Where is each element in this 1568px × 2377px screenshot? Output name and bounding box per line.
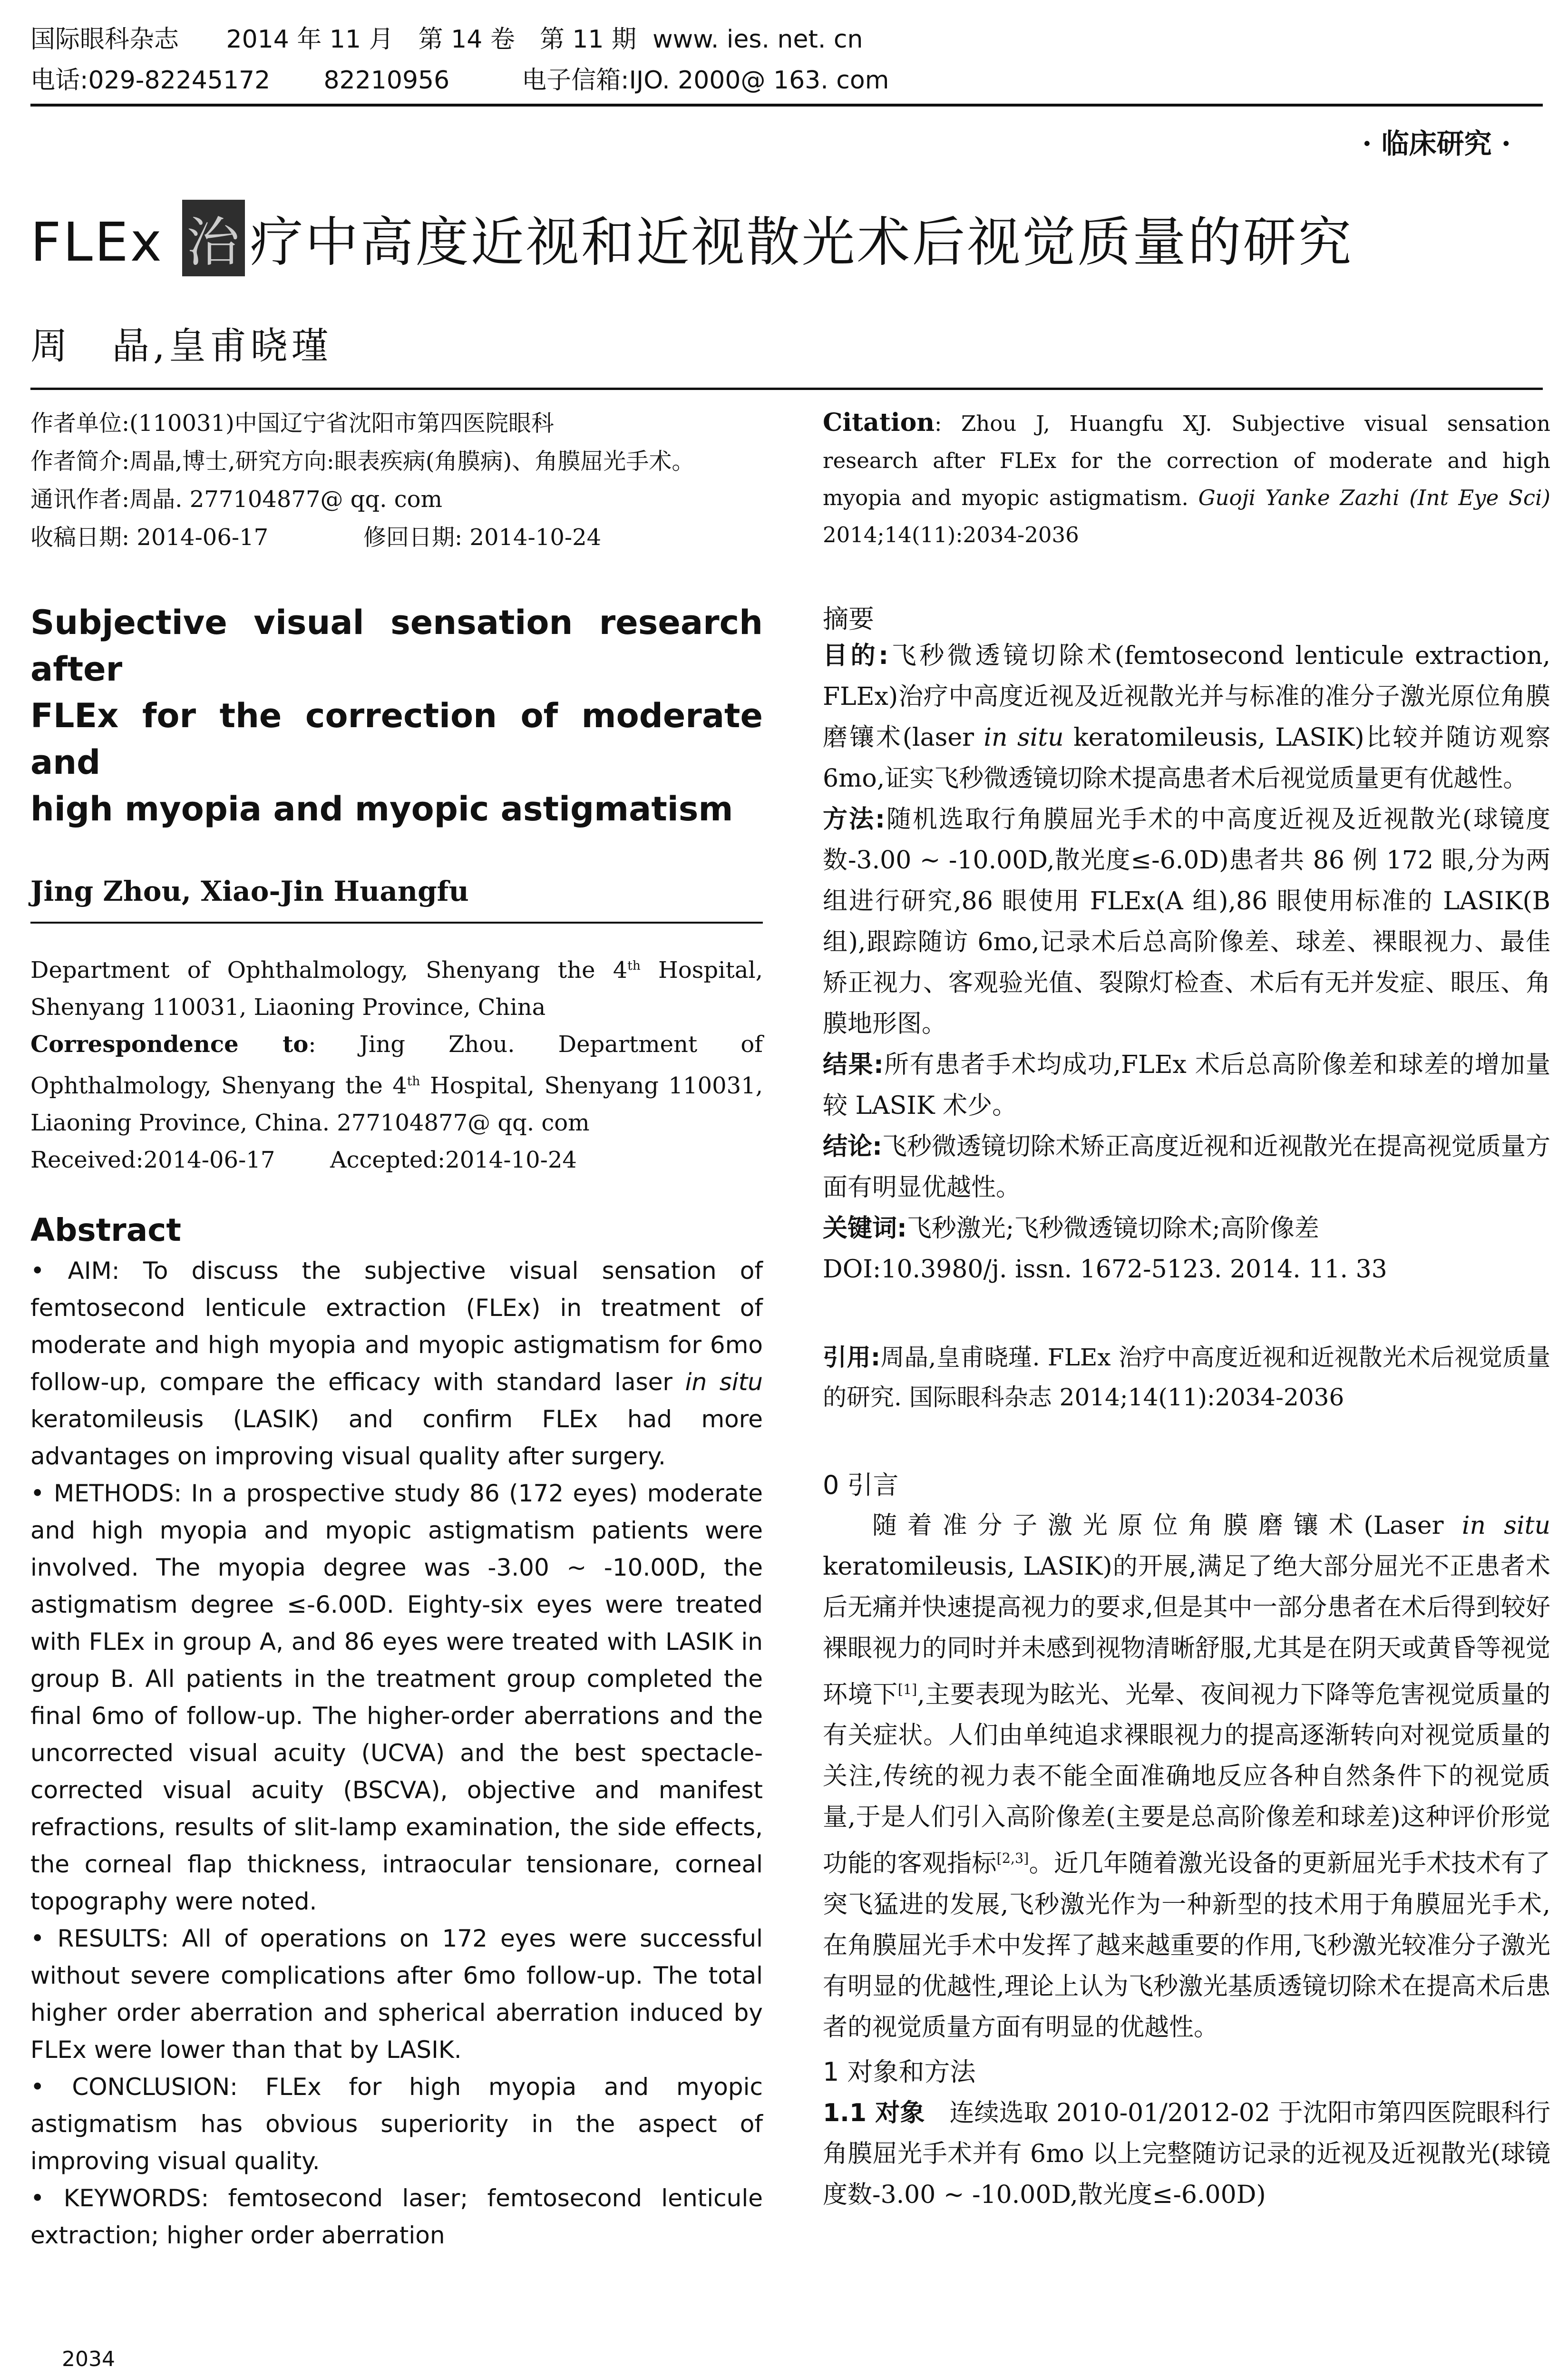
results-text: : All of operations on 172 eyes were successful without severe complications after 6mo follow-up. The total higher order aberration and spherical aberration induced by FLEx were lower than that by LASIK. — [30, 1925, 763, 2064]
citation-journal: Guoji Yanke Zazhi (Int Eye Sci) — [1198, 485, 1550, 510]
methods-label: • METHODS — [30, 1480, 174, 1507]
author-bio: 作者简介:周晶,博士,研究方向:眼表疾病(角膜病)、角膜屈光手术。 — [30, 448, 695, 475]
citation-end: 2014;14(11):2034-2036 — [823, 522, 1079, 547]
zhaiyao-results-label: 结果: — [823, 1051, 884, 1079]
abstract-keywords — [30, 2180, 763, 2254]
reference-marker: [2,3] — [996, 1850, 1029, 1867]
affiliation — [30, 947, 763, 1179]
english-title — [30, 599, 763, 832]
zhaiyao-keywords — [823, 1208, 1550, 1249]
methods-paragraph-text: 连续选取 2010-01/2012-02 于沈阳市第四医院眼科行角膜屈光手术并有 6mo 以上完整随访记录的近视及近视散光(球镜度数-3.00 ~ -10.00D,散光度≤-6.00D) — [823, 2098, 1550, 2209]
intro-heading: 0 引言 — [823, 1470, 899, 1500]
section-tag: · 临床研究 · — [1362, 127, 1511, 160]
keywords-text: : femtosecond laser; femtosecond lenticule extraction; higher order aberration — [30, 2184, 763, 2249]
zhaiyao-keywords-text: 飞秒激光;飞秒微透镜切除术;高阶像差 — [906, 1214, 1319, 1243]
zhaiyao-conclusion-label: 结论: — [823, 1132, 882, 1161]
english-title-line: Subjective visual sensation research after — [30, 603, 763, 689]
aim-text: : To discuss the subjective visual sensation of femtosecond lenticule extraction (FLEx) in treatment of moderate and high myopia and myopic astigmatism for 6mo follow-up, compare the efficacy with standard laser — [30, 1257, 763, 1396]
citation-text: : Zhou J, Huangfu XJ. Subjective visual sensation research after FLEx for the correction of moderate and high myopia and myopic astigmatism. — [823, 411, 1550, 510]
department — [30, 947, 763, 1026]
department-text-end: Hospital, Shenyang 110031, Liaoning Province, China — [30, 957, 763, 1021]
english-authors: Jing Zhou, Xiao-Jin Huangfu — [30, 875, 469, 907]
intro-text-d: 。近几年随着激光设备的更新屈光手术技术有了突飞猛进的发展,飞秒激光作为一种新型的技术用于角膜屈光手术,在角膜屈光手术中发挥了越来越重要的作用,飞秒激光较准分子激光有明显的优越性,理论上认为飞秒激光基质透镜切除术在提高术后患者的视觉质量方面有明显的优越性。 — [823, 1849, 1550, 2042]
accepted-date-en: Accepted:2014-10-24 — [330, 1147, 577, 1173]
intro-text-c: ,主要表现为眩光、光晕、夜间视力下降等危害视觉质量的有关症状。人们由单纯追求裸眼视力的提高逐渐转向对视觉质量的关注,传统的视力表不能全面准确地反应各种自然条件下的视觉质量,于是人们引入高阶像差(主要是总高阶像差和球差)这种评价形觉功能的客观指标 — [823, 1680, 1550, 1878]
english-title-line: FLEx for the correction of moderate and — [30, 696, 763, 782]
header-rule — [30, 104, 1543, 107]
dates-en — [30, 1141, 763, 1179]
zhaiyao-results — [823, 1044, 1550, 1126]
results-label: • RESULTS — [30, 1925, 161, 1952]
citation-label: Citation — [823, 408, 935, 437]
received-date-en: Received:2014-06-17 — [30, 1147, 275, 1173]
zhaiyao-heading: 摘要 — [823, 604, 874, 634]
issue-info: 2014 年 11 月 第 14 卷 第 11 期 — [226, 25, 637, 54]
ordinal-sup: th — [627, 958, 641, 973]
journal-email: 电子信箱:IJO. 2000@ 163. com — [522, 66, 889, 95]
title-rule — [30, 388, 1543, 390]
received-date-cn: 收稿日期: 2014-06-17 — [30, 524, 269, 551]
dates-cn — [30, 518, 763, 556]
title-rest: 疗中高度近视和近视散光术后视觉质量的研究 — [250, 212, 1354, 273]
zhaiyao-methods — [823, 799, 1550, 1044]
zhaiyao-keywords-label: 关键词: — [823, 1214, 907, 1243]
title-prefix: FLEx — [30, 212, 164, 273]
zhaiyao-aim-italic: in situ — [984, 723, 1064, 752]
aim-label: • AIM — [30, 1257, 112, 1285]
citation-cn-label: 引用: — [823, 1344, 880, 1371]
department-text: Department of Ophthalmology, Shenyang the 4 — [30, 957, 628, 984]
ordinal-sup: th — [407, 1074, 420, 1089]
journal-phone-2: 82210956 — [323, 66, 450, 95]
corresponding-author: 通讯作者:周晶. 277104877@ qq. com — [30, 486, 443, 513]
right-column — [823, 404, 1550, 2215]
correspondence — [30, 1026, 763, 1141]
correspondence-text: : Jing Zhou. Department of Ophthalmology, Shenyang the 4 — [30, 1031, 763, 1099]
abstract-methods — [30, 1475, 763, 1920]
zhaiyao-body — [823, 635, 1550, 1290]
journal-website: www. ies. net. cn — [653, 25, 863, 54]
page-number: 2034 — [62, 2347, 115, 2371]
methods-heading: 1 对象和方法 — [823, 2056, 976, 2087]
conclusion-label: • CONCLUSION — [30, 2073, 230, 2101]
correspondence-label: Correspondence to — [30, 1031, 309, 1058]
abstract-conclusion — [30, 2068, 763, 2180]
zhaiyao-aim-label: 目的: — [823, 642, 889, 670]
author-names-cn: 周 晶,皇甫晓瑾 — [30, 325, 332, 368]
zhaiyao-results-text: 所有患者手术均成功,FLEx 术后总高阶像差和球差的增加量较 LASIK 术少。 — [823, 1051, 1550, 1120]
english-title-line: high myopia and myopic astigmatism — [30, 789, 733, 828]
abstract-results — [30, 1920, 763, 2068]
header-row-1 — [30, 19, 1543, 60]
zhaiyao-conclusion — [823, 1126, 1550, 1208]
abstract-aim — [30, 1252, 763, 1475]
aim-italic: in situ — [685, 1368, 763, 1396]
zhaiyao-aim-text: 飞秒微透镜切除术(femtosecond lenticule extraction, FLEx)治疗中高度近视及近视散光并与标准的准分子激光原位角膜磨镶术(laser — [823, 642, 1550, 752]
correspondence-text-end: Hospital, Shenyang 110031, Liaoning Province, China. 277104877@ qq. com — [30, 1072, 763, 1136]
zhaiyao-conclusion-text: 飞秒微透镜切除术矫正高度近视和近视散光在提高视觉质量方面有明显优越性。 — [823, 1132, 1550, 1202]
doi: DOI:10.3980/j. issn. 1672-5123. 2014. 11. 33 — [823, 1255, 1387, 1284]
citation-cn-text: 周晶,皇甫晓瑾. FLEx 治疗中高度近视和近视散光术后视觉质量的研究. 国际眼科杂志 2014;14(11):2034-2036 — [823, 1344, 1550, 1411]
intro-italic: in situ — [1461, 1511, 1550, 1540]
obscured-character: 治 — [182, 200, 245, 276]
running-header — [30, 19, 1543, 101]
author-unit: 作者单位:(110031)中国辽宁省沈阳市第四医院眼科 — [30, 410, 554, 437]
citation-cn — [823, 1337, 1550, 1417]
article-title — [30, 200, 1353, 276]
aim-text-end: keratomileusis (LASIK) and confirm FLEx had more advantages on improving visual quality after surgery. — [30, 1405, 763, 1470]
intro-text-b: keratomileusis, LASIK)的开展,满足了绝大部分屈光不正患者术后无痛并快速提高视力的要求,但是其中一部分患者在术后得到较好裸眼视力的同时并未感到视物清晰舒服,尤其是在阴天或黄昏等视觉环境下 — [823, 1552, 1550, 1709]
reference-marker: [1] — [897, 1681, 917, 1697]
intro-paragraph — [823, 1505, 1550, 2048]
zhaiyao-aim-end: keratomileusis, LASIK)比较并随访观察 6mo,证实飞秒微透镜切除术提高患者术后视觉质量更有优越性。 — [823, 723, 1550, 793]
author-meta — [30, 404, 763, 556]
abstract-body — [30, 1252, 763, 2254]
conclusion-text: : FLEx for high myopia and myopic astigmatism has obvious superiority in the aspect of improving visual quality. — [30, 2073, 763, 2175]
intro-text-a: 随着准分子激光原位角膜磨镶术(Laser — [872, 1511, 1462, 1540]
journal-phone: 电话:029-82245172 — [30, 66, 271, 95]
methods-text: : In a prospective study 86 (172 eyes) moderate and high myopia and myopic astigmatism patients were involved. The myopia degree was -3.00 ~ -10.00D, the astigmatism degree ≤-6.00D. Eighty-six eyes were treated with FLEx in group A, and 86 eyes were treated with LASIK in group B. All patients in the treatment group completed the final 6mo of follow-up. The higher-order aberrations and the uncorrected visual acuity (UCVA) and the best spectacle-corrected visual acuity (BSCVA), objective and manifest refractions, results of slit-lamp examination, the side effects, the corneal flap thickness, intraocular tensionare, corneal topography were noted. — [30, 1480, 763, 1915]
subsection-label: 1.1 对象 — [823, 2098, 925, 2127]
citation-en — [823, 404, 1550, 554]
keywords-label: • KEYWORDS — [30, 2184, 201, 2212]
zhaiyao-methods-label: 方法: — [823, 805, 885, 834]
left-column — [30, 404, 763, 2254]
zhaiyao-methods-text: 随机选取行角膜屈光手术的中高度近视及近视散光(球镜度数-3.00 ~ -10.00D,散光度≤-6.0D)患者共 86 例 172 眼,分为两组进行研究,86 眼使用 FLEx(A 组),86 眼使用标准的 LASIK(B 组),跟踪随访 6mo,记录术后总高阶像差、球差、裸眼视力、最佳矫正视力、客观验光值、裂隙灯检查、术后有无并发症、眼压、角膜地形图。 — [823, 805, 1551, 1038]
revised-date-cn: 修回日期: 2014-10-24 — [363, 524, 602, 551]
journal-name: 国际眼科杂志 — [30, 25, 179, 54]
authors-rule — [30, 922, 763, 924]
zhaiyao-aim — [823, 635, 1550, 799]
header-row-2 — [30, 60, 1543, 101]
methods-paragraph — [823, 2093, 1550, 2215]
abstract-heading: Abstract — [30, 1212, 181, 1248]
